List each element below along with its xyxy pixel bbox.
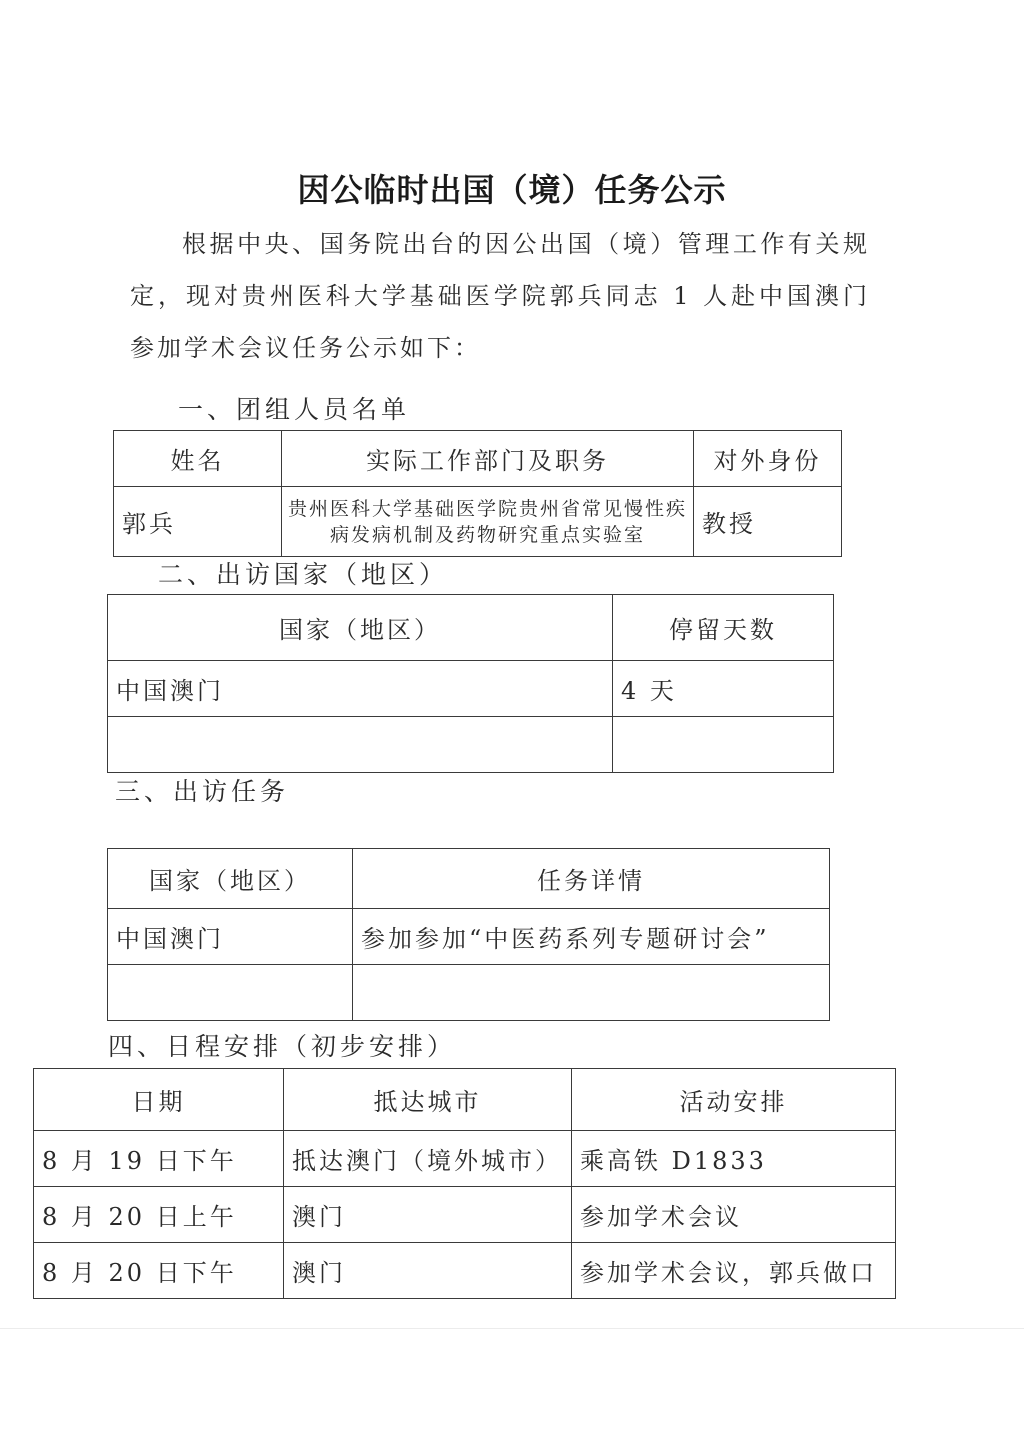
cell-city: 抵达澳门（境外城市） [284,1131,572,1187]
cell-date: 8 月 20 日下午 [34,1243,284,1299]
header-cell: 国家（地区） [108,849,353,909]
cell-activity: 参加学术会议，郭兵做口 [572,1243,896,1299]
task-table [107,848,830,1021]
intro-paragraph: 根据中央、国务院出台的因公出国（境）管理工作有关规定，现对贵州医科大学基础医学院郭兵同志 1 人赴中国澳门参加学术会议任务公示如下： [130,230,870,362]
header-cell: 活动安排 [572,1069,896,1131]
cell-country: 中国澳门 [108,661,613,717]
section-heading-personnel: 一、团组人员名单 [178,395,411,424]
schedule-table [33,1068,896,1299]
document-title: 因公临时出国（境）任务公示 [297,171,727,209]
cell-country [108,965,353,1021]
cell-department: 贵州医科大学基础医学院贵州省常见慢性疾病发病机制及药物研究重点实验室 [282,487,694,557]
table-row [34,1187,896,1243]
header-cell: 日期 [34,1069,284,1131]
cell-name: 郭兵 [114,487,282,557]
header-cell: 抵达城市 [284,1069,572,1131]
section-heading-schedule: 四、日程安排（初步安排） [108,1032,457,1061]
table-row [34,1243,896,1299]
section-heading-task: 三、出访任务 [115,777,290,806]
table-header-row [34,1069,896,1131]
cell-days: 4 天 [613,661,834,717]
table-header-row [108,595,834,661]
table-row [114,487,842,557]
cell-activity: 乘高铁 D1833 [572,1131,896,1187]
cell-task-detail [353,965,830,1021]
page-bottom-divider [0,1328,1024,1329]
cell-identity: 教授 [694,487,842,557]
header-cell: 国家（地区） [108,595,613,661]
cell-country: 中国澳门 [108,909,353,965]
table-header-row [108,849,830,909]
table-row [108,909,830,965]
table-row [34,1131,896,1187]
header-cell: 任务详情 [353,849,830,909]
table-row [108,965,830,1021]
header-cell: 实际工作部门及职务 [282,431,694,487]
table-header-row [114,431,842,487]
table-row [108,661,834,717]
cell-city: 澳门 [284,1243,572,1299]
section-heading-destination: 二、出访国家（地区） [158,560,449,589]
cell-country [108,717,613,773]
cell-task-detail: 参加参加“中医药系列专题研讨会” [353,909,830,965]
destination-table [107,594,834,773]
personnel-table [113,430,842,557]
cell-city: 澳门 [284,1187,572,1243]
cell-date: 8 月 19 日下午 [34,1131,284,1187]
cell-days [613,717,834,773]
table-row [108,717,834,773]
cell-date: 8 月 20 日上午 [34,1187,284,1243]
header-cell: 停留天数 [613,595,834,661]
header-cell: 对外身份 [694,431,842,487]
cell-activity: 参加学术会议 [572,1187,896,1243]
header-cell: 姓名 [114,431,282,487]
